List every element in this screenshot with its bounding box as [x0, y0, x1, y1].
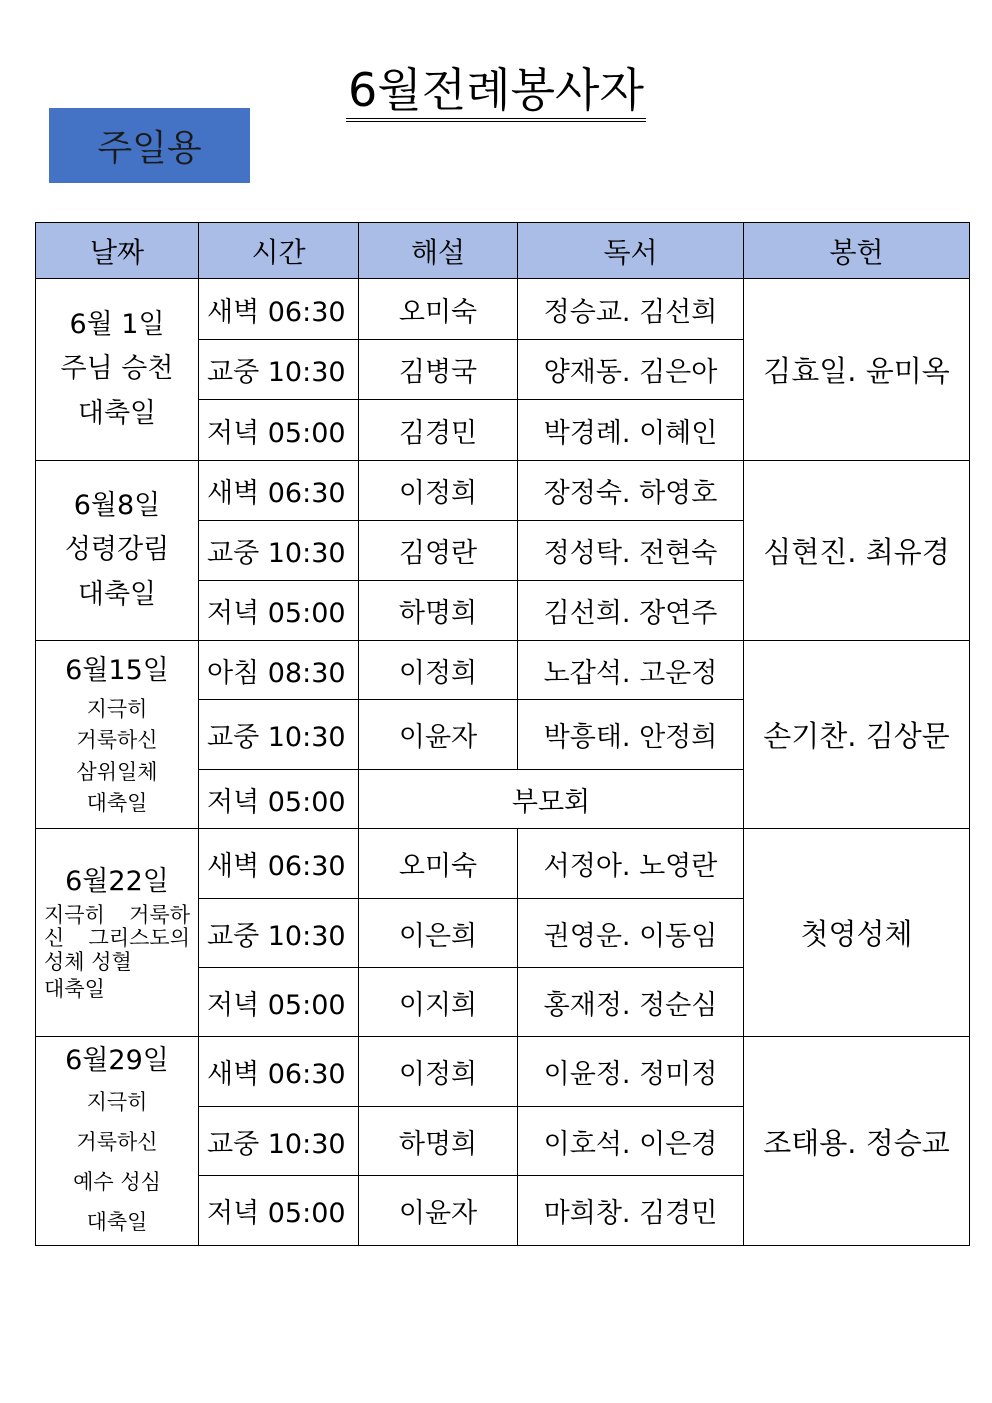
time-cell: 새벽 06:30 [199, 461, 359, 521]
table-row [36, 829, 970, 899]
header-time: 시간 [199, 223, 359, 279]
reading-cell: 서정아. 노영란 [518, 829, 744, 899]
offering-cell: 첫영성체 [744, 829, 970, 1037]
page-title: 6월전례봉사자 [0, 60, 992, 122]
schedule-table [35, 222, 970, 1246]
header-offering: 봉헌 [744, 223, 970, 279]
commentary-cell: 오미숙 [359, 829, 518, 899]
reading-cell: 김선희. 장연주 [518, 581, 744, 641]
time-cell: 저녁 05:00 [199, 581, 359, 641]
reading-cell: 정성탁. 전현숙 [518, 521, 744, 581]
merged-cell: 부모회 [359, 770, 744, 829]
reading-cell: 정승교. 김선희 [518, 279, 744, 340]
table-row [36, 641, 970, 700]
commentary-cell: 이정희 [359, 1037, 518, 1107]
time-cell: 새벽 06:30 [199, 829, 359, 899]
time-cell: 교중 10:30 [199, 340, 359, 400]
reading-cell: 양재동. 김은아 [518, 340, 744, 400]
commentary-cell: 하명희 [359, 1107, 518, 1176]
time-cell: 교중 10:30 [199, 899, 359, 968]
date-cell: 6월15일 지극히 거룩하신 삼위일체 대축일 [36, 641, 199, 829]
time-cell: 새벽 06:30 [199, 1037, 359, 1107]
header-row [36, 223, 970, 279]
offering-cell: 김효일. 윤미옥 [744, 279, 970, 461]
commentary-cell: 이은희 [359, 899, 518, 968]
commentary-cell: 김영란 [359, 521, 518, 581]
time-cell: 아침 08:30 [199, 641, 359, 700]
time-cell: 교중 10:30 [199, 700, 359, 770]
offering-cell: 심현진. 최유경 [744, 461, 970, 641]
offering-cell: 조태용. 정승교 [744, 1037, 970, 1246]
reading-cell: 마희창. 김경민 [518, 1176, 744, 1246]
commentary-cell: 오미숙 [359, 279, 518, 340]
reading-cell: 권영운. 이동임 [518, 899, 744, 968]
commentary-cell: 이윤자 [359, 1176, 518, 1246]
time-cell: 저녁 05:00 [199, 770, 359, 829]
reading-cell: 이윤정. 정미정 [518, 1037, 744, 1107]
time-cell: 교중 10:30 [199, 1107, 359, 1176]
reading-cell: 박흥태. 안정희 [518, 700, 744, 770]
offering-cell: 손기찬. 김상문 [744, 641, 970, 829]
reading-cell: 장정숙. 하영호 [518, 461, 744, 521]
commentary-cell: 이정희 [359, 641, 518, 700]
time-cell: 저녁 05:00 [199, 1176, 359, 1246]
table-row [36, 279, 970, 340]
reading-cell: 이호석. 이은경 [518, 1107, 744, 1176]
reading-cell: 홍재정. 정순심 [518, 968, 744, 1037]
table-row [36, 461, 970, 521]
header-reading: 독서 [518, 223, 744, 279]
date-cell: 6월29일 지극히 거룩하신 예수 성심 대축일 [36, 1037, 199, 1246]
commentary-cell: 이윤자 [359, 700, 518, 770]
time-cell: 저녁 05:00 [199, 400, 359, 461]
time-cell: 새벽 06:30 [199, 279, 359, 340]
commentary-cell: 이정희 [359, 461, 518, 521]
header-commentary: 해설 [359, 223, 518, 279]
sunday-badge: 주일용 [49, 108, 250, 183]
date-cell: 6월8일 성령강림 대축일 [36, 461, 199, 641]
date-cell: 6월22일 지극히 거룩하신 그리스도의 성체 성혈 대축일 [36, 829, 199, 1037]
header-date: 날짜 [36, 223, 199, 279]
commentary-cell: 하명희 [359, 581, 518, 641]
time-cell: 저녁 05:00 [199, 968, 359, 1037]
reading-cell: 박경례. 이혜인 [518, 400, 744, 461]
commentary-cell: 김병국 [359, 340, 518, 400]
time-cell: 교중 10:30 [199, 521, 359, 581]
commentary-cell: 이지희 [359, 968, 518, 1037]
reading-cell: 노갑석. 고운정 [518, 641, 744, 700]
commentary-cell: 김경민 [359, 400, 518, 461]
date-cell: 6월 1일 주님 승천 대축일 [36, 279, 199, 461]
table-row [36, 1037, 970, 1107]
